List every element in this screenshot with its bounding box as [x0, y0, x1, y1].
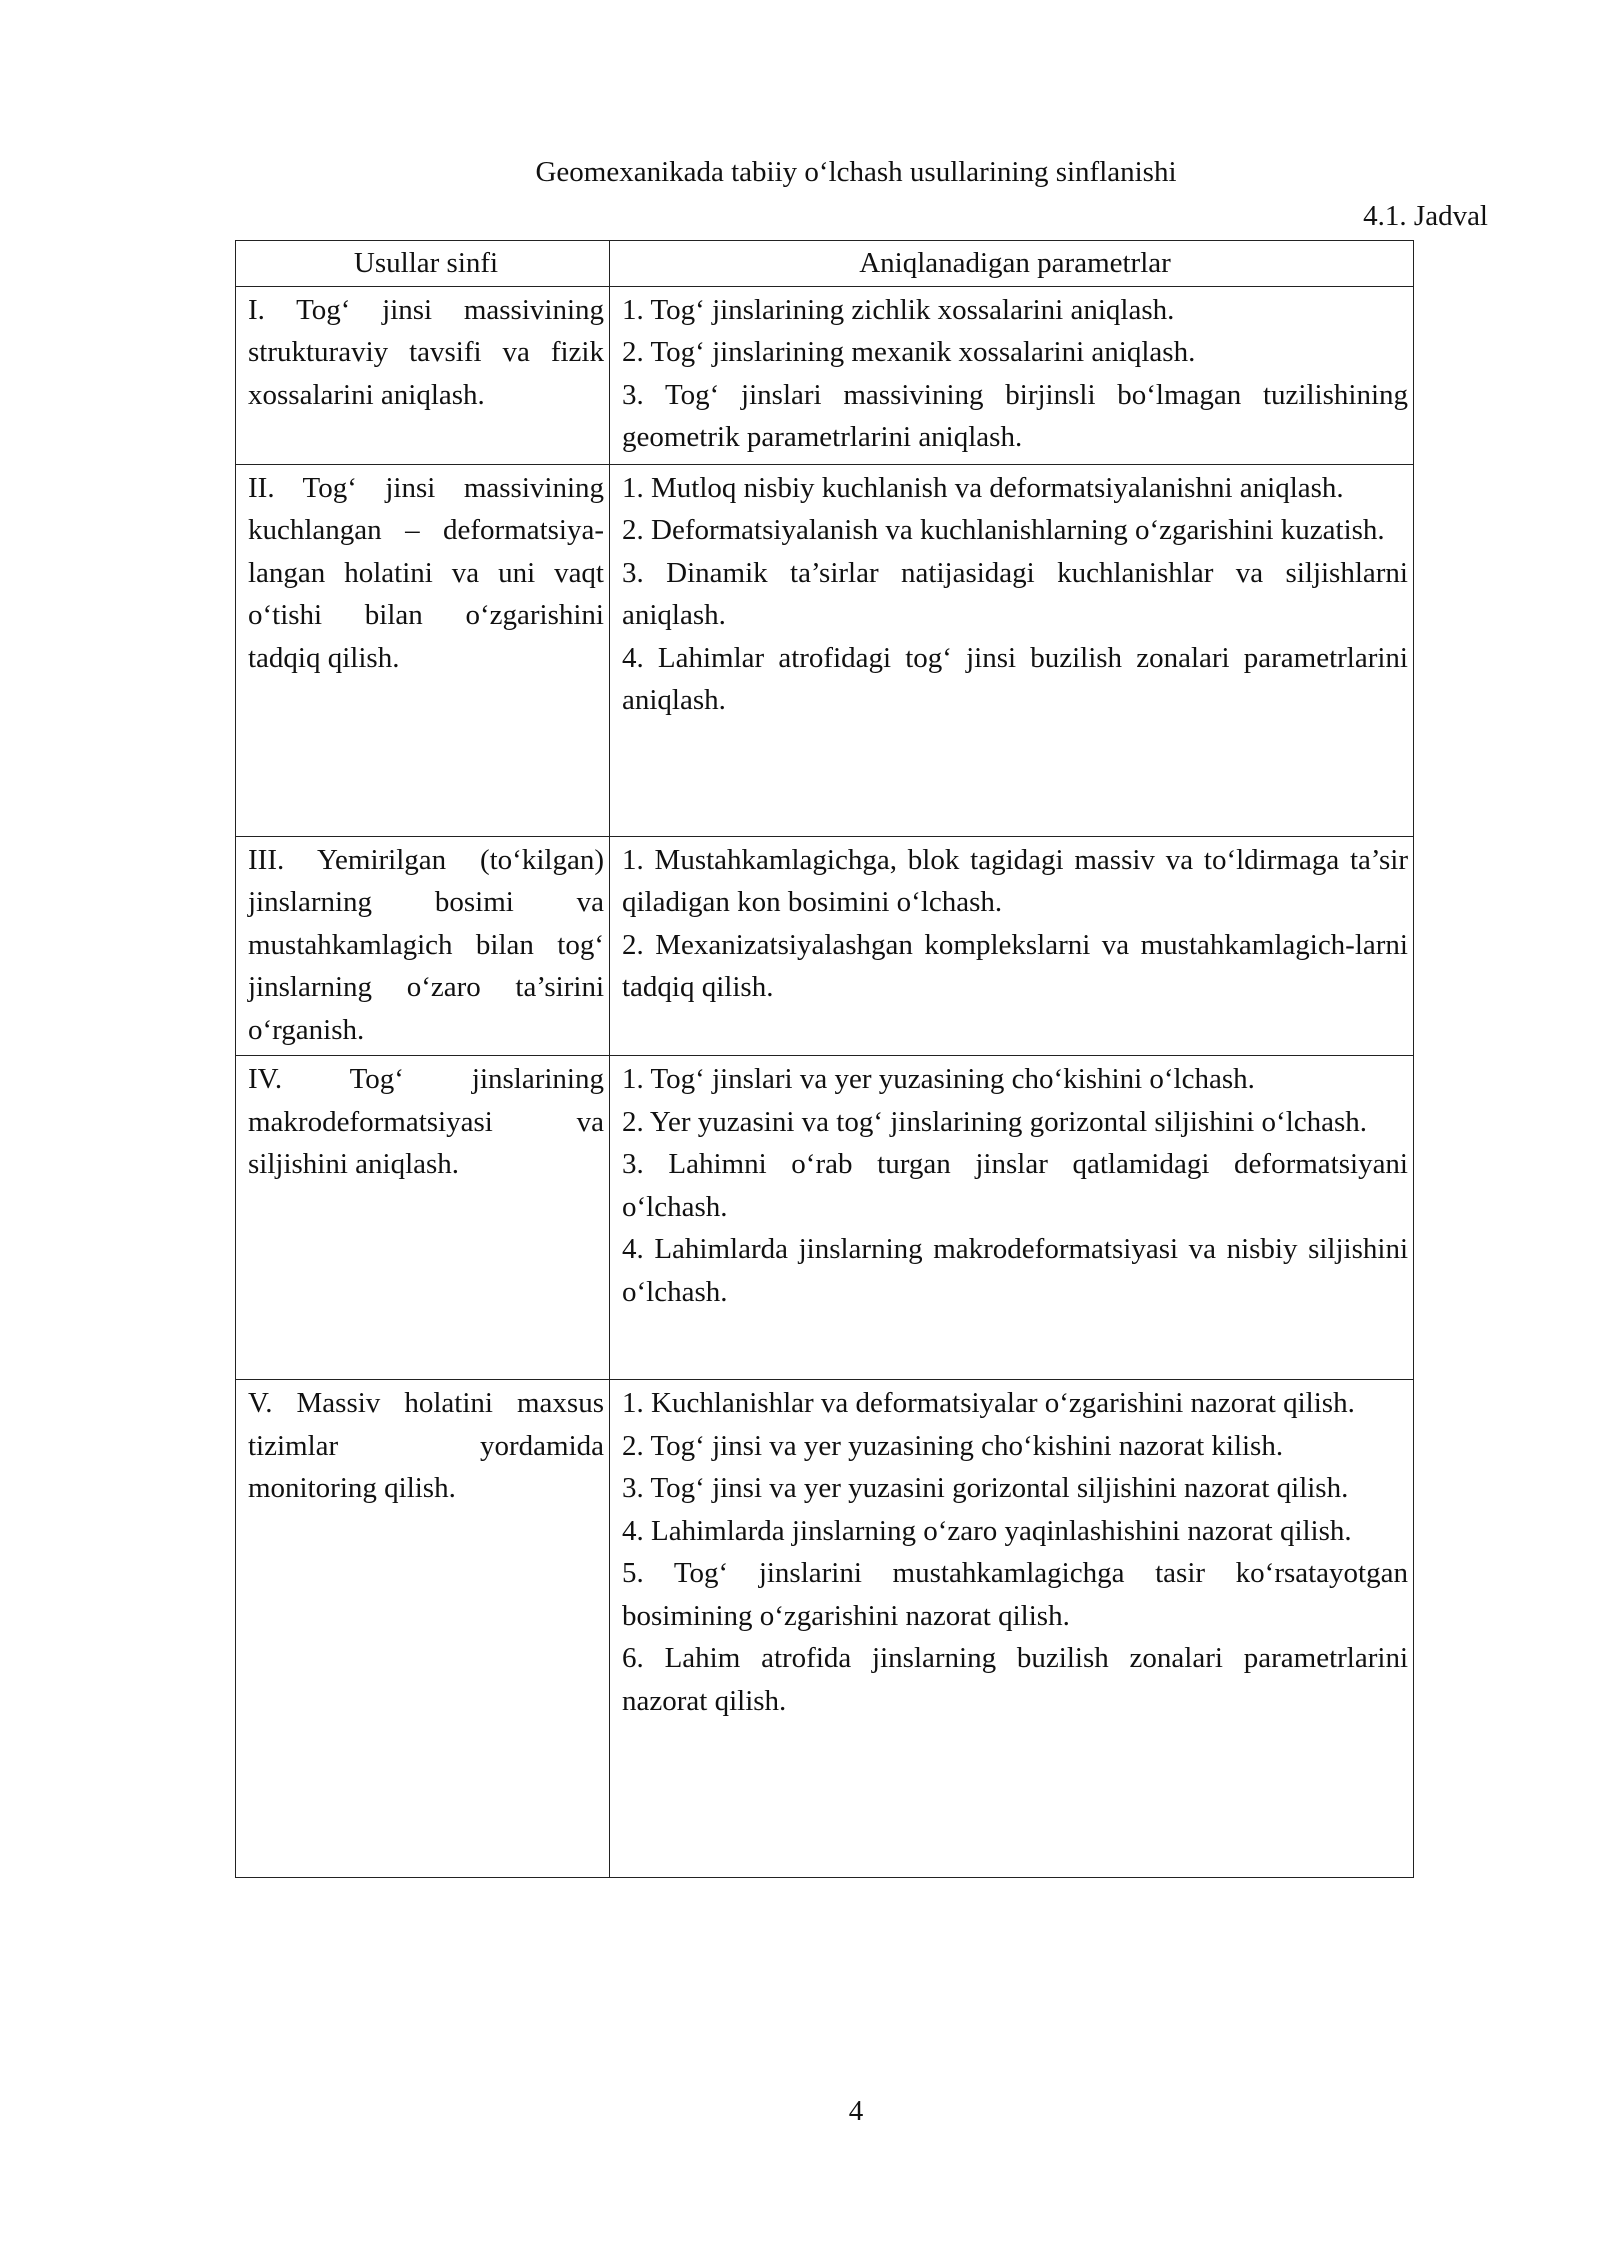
method-class-cell: I. Tog‘ jinsi massivining strukturaviy tavsifi va fizik xossalarini aniqlash.	[236, 286, 610, 464]
method-class-cell: IV. Tog‘ jinslarining makrodeformatsiyasi va siljishini aniqlash.	[236, 1056, 610, 1380]
parameter-item: 1. Mutloq nisbiy kuchlanish va deformatsiyalanishni aniqlash.	[622, 471, 1344, 504]
table-row	[236, 836, 1414, 1056]
parameters-cell	[610, 464, 1414, 836]
parameter-item: 4. Lahimlar atrofidagi tog‘ jinsi buzilish zonalari parametrlarini aniqlash.	[622, 641, 1408, 716]
parameters-cell	[610, 286, 1414, 464]
parameters-cell	[610, 836, 1414, 1056]
parameter-item: 2. Tog‘ jinsi va yer yuzasining cho‘kishini nazorat kilish.	[622, 1429, 1284, 1462]
parameter-item: 2. Mexanizatsiyalashgan komplekslarni va mustahkamlagich-larni tadqiq qilish.	[622, 928, 1408, 1003]
parameter-item: 4. Lahimlarda jinslarning o‘zaro yaqinlashishini nazorat qilish.	[622, 1514, 1352, 1547]
table-row	[236, 1056, 1414, 1380]
parameter-item: 1. Tog‘ jinslarining zichlik xossalarini aniqlash.	[622, 293, 1175, 326]
parameter-item: 3. Lahimni o‘rab turgan jinslar qatlamidagi deformatsiyani o‘lchash.	[622, 1148, 1408, 1223]
method-class-cell: III. Yemirilgan (to‘kilgan) jinslarning bosimi va mustahkamlagich bilan tog‘ jinslarning o‘zaro ta’sirini o‘rganish.	[236, 836, 610, 1056]
table-number-label: 4.1. Jadval	[1363, 200, 1488, 232]
table-row	[236, 286, 1414, 464]
table-row	[236, 464, 1414, 836]
parameter-item: 2. Deformatsiyalanish va kuchlanishlarning o‘zgarishini kuzatish.	[622, 514, 1385, 546]
page-number: 4	[848, 2095, 864, 2127]
header-parameters: Aniqlanadigan parametrlar	[610, 241, 1414, 287]
table-row	[236, 1380, 1414, 1878]
table-title: Geomexanikada tabiiy o‘lchash usullarining sinflanishi	[535, 156, 1177, 188]
parameter-item: 6. Lahim atrofida jinslarning buzilish zonalari parametrlarini nazorat qilish.	[622, 1642, 1408, 1717]
parameter-item: 2. Tog‘ jinslarining mexanik xossalarini aniqlash.	[622, 336, 1196, 368]
parameter-item: 3. Tog‘ jinsi va yer yuzasini gorizontal siljishini nazorat qilish.	[622, 1472, 1349, 1504]
parameter-item: 3. Tog‘ jinslari massivining birjinsli bo‘lmagan tuzilishining geometrik parametrlarini aniqlash.	[622, 378, 1408, 453]
method-class-cell: V. Massiv holatini maxsus tizimlar yordamida monitoring qilish.	[236, 1380, 610, 1878]
method-class-cell: II. Tog‘ jinsi massivining kuchlangan – deformatsiya-langan holatini va uni vaqt o‘tishi bilan o‘zgarishini tadqiq qilish.	[236, 464, 610, 836]
parameter-item: 1. Tog‘ jinslari va yer yuzasining cho‘kishini o‘lchash.	[622, 1063, 1255, 1095]
parameter-item: 4. Lahimlarda jinslarning makrodeformatsiyasi va nisbiy siljishini o‘lchash.	[622, 1233, 1408, 1308]
parameters-cell	[610, 1380, 1414, 1878]
classification-table	[235, 240, 1414, 1878]
parameter-item: 1. Kuchlanishlar va deformatsiyalar o‘zgarishini nazorat qilish.	[622, 1387, 1355, 1419]
header-method-class: Usullar sinfi	[236, 241, 610, 287]
parameter-item: 5. Tog‘ jinslarini mustahkamlagichga tasir ko‘rsatayotgan bosimining o‘zgarishini nazorat qilish.	[622, 1557, 1408, 1632]
parameter-item: 2. Yer yuzasini va tog‘ jinslarining gorizontal siljishini o‘lchash.	[622, 1105, 1368, 1138]
parameter-item: 3. Dinamik ta’sirlar natijasidagi kuchlanishlar va siljishlarni aniqlash.	[622, 556, 1408, 631]
table-header-row	[236, 241, 1414, 287]
parameter-item: 1. Mustahkamlagichga, blok tagidagi massiv va to‘ldirmaga ta’sir qiladigan kon bosimini o‘lchash.	[622, 843, 1408, 918]
parameters-cell	[610, 1056, 1414, 1380]
